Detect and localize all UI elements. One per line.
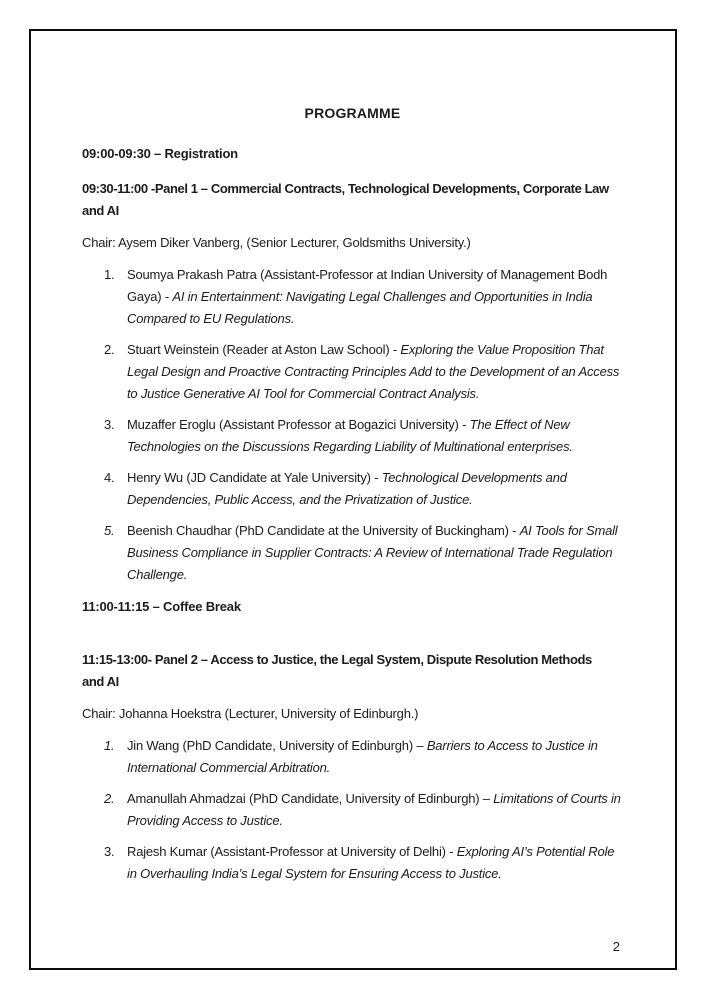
talk-item-text [127, 735, 623, 779]
talk-item-text [127, 467, 623, 511]
panel1-talk-list [82, 264, 623, 586]
talk-title: The Effect of New Technologies on the Discussions Regarding Liability of Multinational enterprises. [127, 417, 573, 454]
panel2-heading-line2: and AI [82, 674, 119, 689]
talk-item-text [127, 339, 623, 405]
talk-item-text [127, 520, 623, 586]
speaker-name: Soumya Prakash Patra (Assistant-Professor at Indian University of Management Bodh Gaya) - [127, 267, 608, 304]
talk-item [82, 339, 623, 405]
page-border-frame [29, 29, 677, 970]
speaker-name: Beenish Chaudhar (PhD Candidate at the University of Buckingham) - [127, 523, 520, 538]
talk-item-number: 1. [104, 738, 115, 753]
talk-item-number: 2. [104, 791, 115, 806]
talk-item [82, 520, 623, 586]
registration-heading: 09:00-09:30 – Registration [82, 146, 238, 161]
talk-item-text [127, 264, 623, 330]
talk-item-number: 3. [104, 417, 115, 432]
panel1-heading-line1: 09:30-11:00 -Panel 1 – Commercial Contracts, Technological Developments, Corporate Law [82, 181, 609, 196]
talk-title: Exploring AI’s Potential Role in Overhauling India’s Legal System for Ensuring Access to Justice. [127, 844, 615, 881]
panel1-heading [82, 178, 623, 222]
talk-item [82, 788, 623, 832]
panel1-chair: Chair: Aysem Diker Vanberg, (Senior Lecturer, Goldsmiths University.) [82, 235, 471, 250]
talk-item-text [127, 841, 623, 885]
talk-item-number: 1. [104, 267, 115, 282]
panel2-heading-line1: 11:15-13:00- Panel 2 – Access to Justice, the Legal System, Dispute Resolution Methods [82, 652, 592, 667]
talk-item [82, 264, 623, 330]
speaker-name: Muzaffer Eroglu (Assistant Professor at Bogazici University) - [127, 417, 470, 432]
panel1-heading-line2: and AI [82, 203, 119, 218]
talk-item-text [127, 414, 623, 458]
panel2-talk-list [82, 735, 623, 885]
talk-item-text [127, 788, 623, 832]
talk-title: Limitations of Courts in Providing Access to Justice. [127, 791, 621, 828]
talk-title: AI Tools for Small Business Compliance in Supplier Contracts: A Review of International Trade Regulation Challenge. [127, 523, 618, 582]
talk-item-number: 5. [104, 523, 115, 538]
speaker-name: Amanullah Ahmadzai (PhD Candidate, University of Edinburgh) – [127, 791, 494, 806]
talk-item [82, 414, 623, 458]
panel2-heading [82, 649, 623, 693]
talk-title: Barriers to Access to Justice in International Commercial Arbitration. [127, 738, 598, 775]
talk-item-number: 3. [104, 844, 115, 859]
page-content [31, 31, 675, 895]
talk-item-number: 4. [104, 470, 115, 485]
talk-title: Technological Developments and Dependencies, Public Access, and the Privatization of Justice. [127, 470, 567, 507]
page-number: 2 [612, 939, 620, 954]
talk-item [82, 467, 623, 511]
talk-item [82, 841, 623, 885]
speaker-name: Rajesh Kumar (Assistant-Professor at University of Delhi) - [127, 844, 457, 859]
page-title: PROGRAMME [304, 105, 401, 121]
talk-title: Exploring the Value Proposition That Legal Design and Proactive Contracting Principles Add to the Development of an Access to Justice Generative AI Tool for Commercial Contract Analysis. [127, 342, 620, 401]
speaker-name: Stuart Weinstein (Reader at Aston Law School) - [127, 342, 401, 357]
talk-item [82, 735, 623, 779]
talk-title: AI in Entertainment: Navigating Legal Challenges and Opportunities in India Compared to EU Regulations. [127, 289, 593, 326]
speaker-name: Henry Wu (JD Candidate at Yale University) - [127, 470, 382, 485]
coffee-break-heading: 11:00-11:15 – Coffee Break [82, 599, 241, 614]
panel2-chair: Chair: Johanna Hoekstra (Lecturer, University of Edinburgh.) [82, 706, 419, 721]
talk-item-number: 2. [104, 342, 115, 357]
speaker-name: Jin Wang (PhD Candidate, University of Edinburgh) – [127, 738, 427, 753]
